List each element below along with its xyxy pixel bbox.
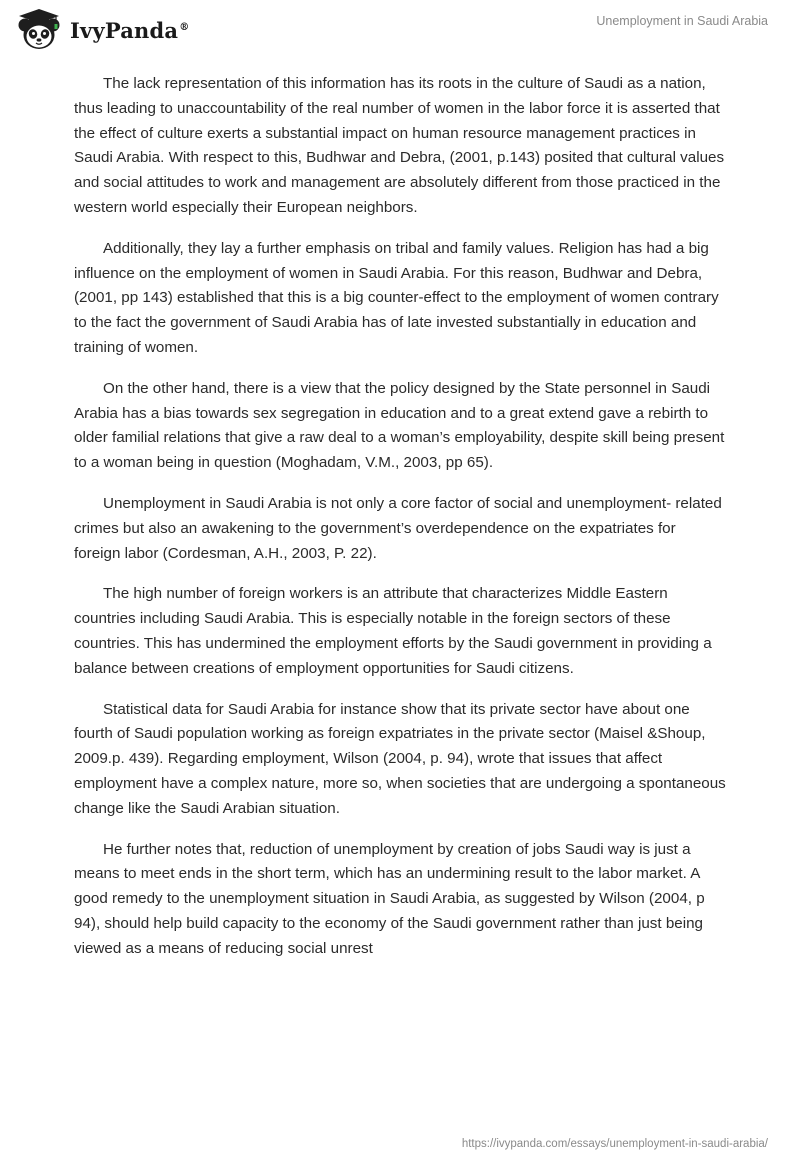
paragraph: Unemployment in Saudi Arabia is not only a core factor of social and unemployment- related crimes but also an awakening to the government’s overdependence on the expatriates for foreign labor (Cordesman, A.H., 2003, P. 22). <box>74 494 722 562</box>
paragraph: Additionally, they lay a further emphasis on tribal and family values. Religion has had a big influence on the employment of women in Saudi Arabia. For this reason, Budhwar and Debra, (2001, pp 143) established that this is a big counter-effect to the employment of women contrary to the fact the government of Saudi Arabia has of late invested substantially in education and training of women. <box>74 239 719 356</box>
panda-graduation-cap-icon <box>14 8 64 52</box>
paragraph: Statistical data for Saudi Arabia for instance show that its private sector have about one fourth of Saudi population working as foreign expatriates in the private sector (Maisel &Shoup, 2009.p. 439). Regarding employment, Wilson (2004, p. 94), wrote that issues that affect employment have a complex nature, more so, when societies that are undergoing a spontaneous change like the Saudi Arabian situation. <box>74 700 726 817</box>
page-header <box>0 0 800 60</box>
paragraph: The high number of foreign workers is an attribute that characterizes Middle Eastern countries including Saudi Arabia. This is especially notable in the foreign sectors of these countries. This has undermined the employment efforts by the Saudi government in providing a balance between creations of employment opportunities for Saudi citizens. <box>74 585 712 677</box>
document-title: Unemployment in Saudi Arabia <box>596 14 768 28</box>
brand-name: IvyPanda® <box>70 17 190 43</box>
paragraph: He further notes that, reduction of unemployment by creation of jobs Saudi way is just a means to meet ends in the short term, which has an undermining result to the labor market. A good remedy to the unemployment situation in Saudi Arabia, as suggested by Wilson (2004, p 94), should help build capacity to the economy of the Saudi government rather than just being viewed as a means of reducing social unrest <box>74 840 705 957</box>
essay-body <box>74 72 726 978</box>
paragraph: The lack representation of this information has its roots in the culture of Saudi as a nation, thus leading to unaccountability of the real number of women in the labor force it is asserted that the effect of culture exerts a substantial impact on human resource management practices in Saudi Arabia. With respect to this, Budhwar and Debra, (2001, p.143) posited that cultural values and social attitudes to work and management are absolutely different from those practiced in the western world especially their European neighbors. <box>74 75 725 216</box>
source-url-link[interactable]: https://ivypanda.com/essays/unemployment-in-saudi-arabia/ <box>461 1138 768 1150</box>
paragraph: On the other hand, there is a view that the policy designed by the State personnel in Saudi Arabia has a bias towards sex segregation in education and to a great extend gave a rebirth to older familial relations that give a raw deal to a woman’s employability, despite skill being present to a woman being in question (Moghadam, V.M., 2003, pp 65). <box>74 379 725 472</box>
brand-logo[interactable] <box>14 8 189 52</box>
